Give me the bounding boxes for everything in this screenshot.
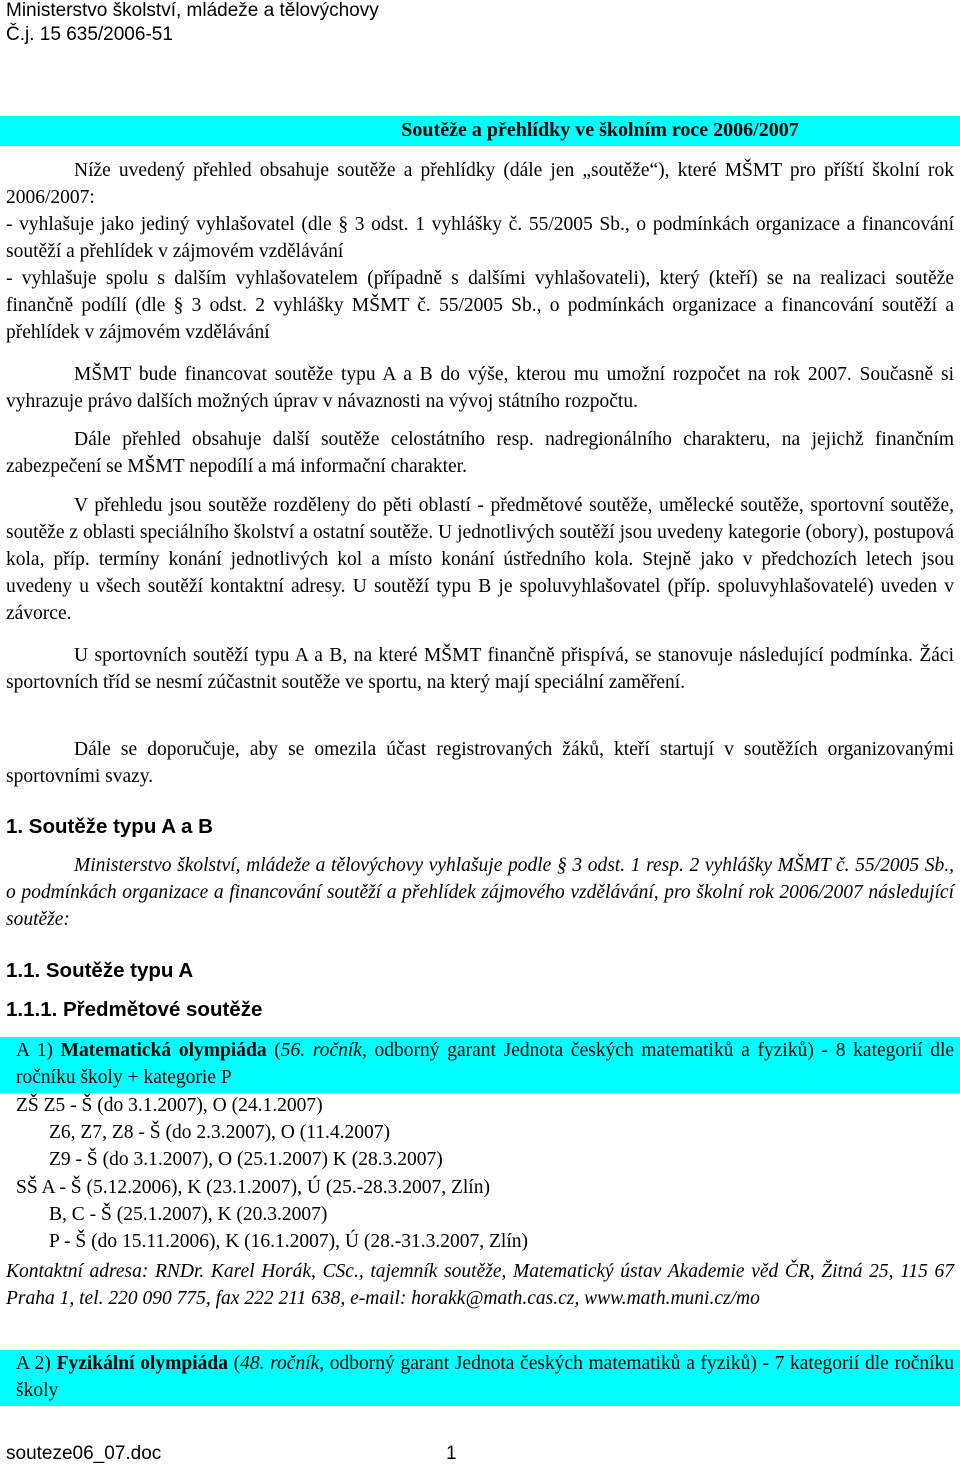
a1-line-p: P - Š (do 15.11.2006), K (16.1.2007), Ú (28.-31.3.2007, Zlín) — [49, 1231, 528, 1252]
overview-paragraph: V přehledu jsou soutěže rozděleny do pěti oblastí - předmětové soutěže, umělecké soutěže, sportovní soutěže, soutěže z oblasti speciálního školství a ostatní soutěže. U jednotlivých soutěží jsou uvedeny kategorie (obory), postupová kola, příp. termíny konání jednotlivých kol a místo konání ústředního kola. Stejně jako v předchozích letech jsou uvedeny u všech soutěží kontaktní adresy. U soutěží typu B je spoluvyhlašovatel (příp. spoluvyhlašovatelé) uveden v závorce. — [6, 495, 954, 624]
a2-code: A 2) — [16, 1353, 51, 1374]
section-1-text: Ministerstvo školství, mládeže a tělovýchovy vyhlašuje podle § 3 odst. 1 resp. 2 vyhlášky MŠMT č. 55/2005 Sb., o podmínkách organizace a financování soutěží a přehlídek zájmového vzdělávání, pro školní rok 2006/2007 následující soutěže: — [6, 855, 954, 930]
bullet-co-announcer: - vyhlašuje spolu s dalším vyhlašovatelem (případně s dalšími vyhlašovateli), který (kteří) se na realizaci soutěže finančně podílí (dle § 3 odst. 2 vyhlášky MŠMT č. 55/2005 Sb., o podmínkách organizace a financování soutěží a přehlídek v zájmovém vzdělávání — [6, 268, 954, 343]
a1-rest: , odborný garant Jednota českých matematiků a fyziků) - 8 kategorií dle ročníku školy + kategorie P — [16, 1040, 955, 1088]
title-banner — [0, 116, 960, 146]
ministry-header: Ministerstvo školství, mládeže a tělovýchovy — [6, 0, 379, 21]
a1-line-b-c: B, C - Š (25.1.2007), K (20.3.2007) — [49, 1204, 328, 1225]
a1-code: A 1) — [16, 1040, 53, 1061]
a1-year: 56. ročník — [280, 1040, 362, 1061]
page-number: 1 — [446, 1443, 457, 1464]
bullet-sole-announcer: - vyhlašuje jako jediný vyhlašovatel (dle § 3 odst. 1 vyhlášky č. 55/2005 Sb., o podmínkách organizace a financování soutěží a přehlídek v zájmovém vzdělávání — [6, 214, 954, 262]
a1-line-z6-z8: Z6, Z7, Z8 - Š (do 2.3.2007), O (11.4.2007) — [49, 1122, 391, 1143]
a1-line-zs-z5: ZŠ Z5 - Š (do 3.1.2007), O (24.1.2007) — [16, 1095, 323, 1116]
competition-a2-header — [0, 1350, 960, 1406]
a2-year: 48. ročník — [240, 1353, 320, 1374]
other-competitions-paragraph: Dále přehled obsahuje další soutěže celostátního resp. nadregionálního charakteru, na jejichž finančním zabezpečení se MŠMT nepodílí a má informační charakter. — [6, 429, 954, 477]
a1-line-z9: Z9 - Š (do 3.1.2007), O (25.1.2007) K (28.3.2007) — [49, 1149, 443, 1170]
a1-contact: Kontaktní adresa: RNDr. Karel Horák, CSc., tajemník soutěže, Matematický ústav Akademie věd ČR, Žitná 25, 115 67 Praha 1, tel. 220 090 775, fax 222 211 638, e-mail: horakk@math.cas.cz, www.math.muni.cz/mo — [6, 1261, 954, 1309]
footer-filename: souteze06_07.doc — [6, 1443, 162, 1464]
a1-line-ss-a: SŠ A - Š (5.12.2006), K (23.1.2007), Ú (25.-28.3.2007, Zlín) — [16, 1177, 490, 1198]
recommendation-paragraph: Dále se doporučuje, aby se omezila účast registrovaných žáků, kteří startují v soutěžích organizovanými sportovními svazy. — [6, 739, 954, 787]
a2-rest: , odborný garant Jednota českých matematiků a fyziků) - 7 kategorií dle ročníku školy — [16, 1353, 955, 1401]
a2-open-paren: ( — [233, 1353, 241, 1374]
section-heading-1: 1. Soutěže typu A a B — [6, 815, 213, 838]
competition-a2-title — [0, 1350, 960, 1404]
section-heading-1-1: 1.1. Soutěže typu A — [6, 959, 194, 982]
competition-a1-title — [0, 1037, 960, 1091]
a1-name: Matematická olympiáda — [60, 1040, 267, 1061]
sports-condition-paragraph: U sportovních soutěží typu A a B, na které MŠMT finančně přispívá, se stanovuje následující podmínka. Žáci sportovních tříd se nesmí zúčastnit soutěže ve sportu, na který mají speciální zaměření. — [6, 645, 954, 693]
reference-number: Č.j. 15 635/2006-51 — [6, 24, 173, 45]
intro-paragraph: Níže uvedený přehled obsahuje soutěže a přehlídky (dále jen „soutěže“), které MŠMT pro příští školní rok 2006/2007: — [6, 160, 954, 208]
section-heading-1-1-1: 1.1.1. Předmětové soutěže — [6, 998, 263, 1021]
competition-a1-header — [0, 1037, 960, 1093]
a1-open-paren: ( — [274, 1040, 281, 1061]
page-title: Soutěže a přehlídky ve školním roce 2006/2007 — [401, 119, 799, 141]
financing-paragraph: MŠMT bude financovat soutěže typu A a B do výše, kterou mu umožní rozpočet na rok 2007. Současně si vyhrazuje právo dalších možných úprav v návaznosti na vývoj státního rozpočtu. — [6, 364, 954, 412]
a2-name: Fyzikální olympiáda — [56, 1353, 228, 1374]
